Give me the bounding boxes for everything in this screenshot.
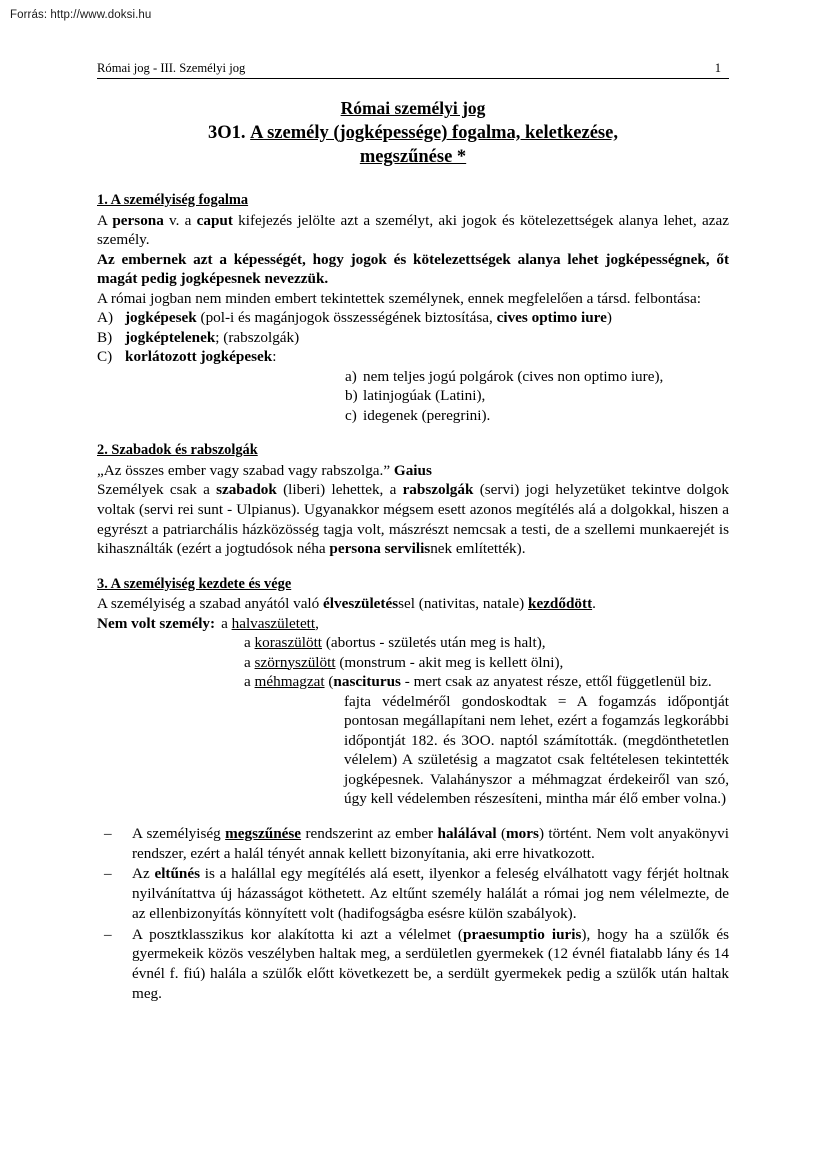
list-marker: B) — [97, 328, 113, 346]
section-1-paragraph-2 — [97, 250, 729, 289]
nasciturus-rest: - mert csak az anyatest része, ettől függetlenül biz. — [400, 673, 712, 691]
list-item-text — [125, 347, 729, 367]
item-underlined: halvaszületett — [231, 614, 316, 632]
section-2-heading: 2. Szabadok és rabszolgák — [97, 442, 258, 459]
term-nasciturus: nasciturus — [333, 673, 401, 691]
list-item-bold: jogképtelenek — [125, 328, 216, 346]
item-rest: (abortus - születés után meg is halt), — [322, 634, 546, 652]
subtitle-number: 3O1. — [208, 123, 246, 144]
list-item-text — [125, 308, 729, 328]
document-title — [97, 97, 729, 120]
list-item — [97, 347, 729, 367]
list-item — [97, 672, 729, 692]
document-subtitle-line2 — [97, 145, 729, 169]
b1-a: A személyiség — [132, 824, 226, 842]
item-lead: a — [244, 653, 255, 671]
non-person-item-text — [244, 633, 729, 653]
term-praesumptio-iuris: praesumptio iuris — [463, 925, 582, 943]
list-item — [97, 614, 729, 634]
termination-bullets — [97, 824, 729, 1004]
sublist-text: idegenek (peregrini). — [363, 406, 491, 424]
subtitle-text-line2: megszűnése * — [359, 147, 467, 168]
non-person-list — [97, 614, 729, 809]
limited-capacity-sublist — [97, 367, 729, 426]
p1-text-b: v. a — [163, 211, 197, 229]
term-persona: persona — [112, 211, 164, 229]
list-item-rest: ; (rabszolgák) — [215, 328, 300, 346]
list-item-bold: korlátozott jogképesek — [125, 348, 273, 366]
item-lead: a — [244, 634, 255, 652]
item-underlined: méhmagzat — [254, 673, 325, 691]
b1-d: ) történt. Nem volt anyakönyvi rendszer, ezért a halál tényét annak kellett bizonyítania, aki erre hivatkozott. — [132, 824, 729, 862]
section-3-heading: 3. A személyiség kezdete és vége — [97, 575, 292, 592]
list-item-rest: (pol-i és magánjogok összességének biztosítása, — [196, 309, 497, 327]
term-mors: mors — [506, 824, 539, 842]
section-2-body — [97, 480, 729, 558]
list-item — [97, 308, 729, 328]
s2-text-1: Személyek csak a — [97, 481, 217, 499]
s2-text-3: (servi) jogi helyzetüket tekintve dolgok voltak (servi rei sunt - Ulpianus). Ugyanakkor mégsem esett azonos megítélés alá a dolgokkal, hiszen a egyrészt a patriarchális házközösség tagja volt, mászrészt nemcsak a testi, de a szellemi munkaerejét is kihasználták (ezért a jogtudósok néha — [97, 481, 729, 558]
p2-bold-text: Az embernek azt a képességét, hogy jogok és kötelezettségek alanya lehet jogképességnek, őt magát pedig jogképesnek nevezzük. — [97, 250, 729, 288]
list-marker: C) — [97, 348, 113, 366]
bullet-text — [132, 864, 729, 923]
document-subtitle-line1 — [97, 121, 729, 145]
sublist-text: latinjogúak (Latini), — [363, 387, 486, 405]
term-kezdodott: kezdődött — [528, 595, 593, 612]
term-halalaval: halálával — [437, 824, 497, 842]
b3-a: A posztklasszikus kor alakította ki azt a vélelmet ( — [132, 925, 463, 943]
dash-marker: – — [104, 824, 112, 842]
quote-text: „Az összes ember vagy szabad vagy rabszolga.” — [97, 461, 394, 479]
p1-text-a: A — [97, 211, 113, 229]
b1-c: ( — [496, 824, 507, 842]
non-person-item-text — [244, 653, 729, 673]
dash-marker: – — [104, 925, 112, 943]
section-1-paragraph-3: A római jogban nem minden embert tekintettek személynek, ennek megfelelően a társd. felbontása: — [97, 289, 701, 307]
s3-text-a: A személyiség a szabad anyától való — [97, 595, 324, 612]
non-person-label: Nem volt személy: — [97, 614, 216, 632]
nasciturus-explanation: fajta védelméről gondoskodtak = A fogamzás időpontját pontosan megállapítani nem lehet, ezért a fogamzás legkorábbi időpontját 182. és 3OO. naptól számították. (megdönthetetlen vélelem) A születésig a magzatot csak feltételesen tekintették jogképesnek. Valahányszor a méhmagzat érdekeiről van szó, úgy kell védelemben részesíteni, mintha már élő ember volna.) — [344, 692, 729, 808]
dash-marker: – — [104, 865, 112, 883]
bullet-text — [132, 925, 729, 1004]
section-1-paragraph-1 — [97, 211, 729, 250]
s3-text-b: sel (nativitas, natale) — [398, 595, 528, 612]
term-rabszolgak: rabszolgák — [402, 481, 474, 499]
section-2-quote — [97, 461, 729, 481]
list-item-bold: jogképesek — [125, 309, 197, 327]
sublist-text: nem teljes jogú polgárok (cives non optimo iure), — [363, 367, 664, 385]
spacer — [97, 425, 729, 441]
s3-text-c: . — [592, 595, 596, 612]
list-item — [97, 925, 729, 1004]
item-lead: a — [221, 614, 232, 632]
capacity-list — [97, 308, 729, 367]
list-item — [97, 824, 729, 864]
list-item-rest: : — [272, 348, 277, 366]
subtitle-text-line1: A személy (jogképessége) fogalma, keletkezése, — [250, 123, 618, 144]
item-rest: (monstrum - akit meg is kellett ölni), — [335, 653, 564, 671]
p1-text-c: kifejezés jelölte azt a személyt, aki jogok és kötelezettségek alanya lehet, azaz személy. — [97, 211, 729, 249]
non-person-item-text — [221, 614, 729, 634]
source-watermark: Forrás: http://www.doksi.hu — [10, 9, 152, 21]
item-rest: , — [315, 614, 319, 632]
section-3-paragraph-1 — [97, 594, 729, 614]
list-item — [97, 328, 729, 348]
spacer — [97, 559, 729, 575]
b2-b: is a halállal egy megítélés alá esett, ilyenkor a feleség elválhatott vagy férjét holtnak nyilvánítattva új házasságot köthetett. Az eltűnt személy halálát a római jog nem vélelmezte, de az ellenbizonyítás könnyített volt (hadifogságba esésre külön szabályok). — [132, 865, 729, 922]
list-item-text — [125, 328, 729, 348]
quote-author: Gaius — [393, 461, 432, 479]
b3-b: ), hogy ha a szülők és gyermekeik közös veszélyben haltak meg, a serdületlen gyermekek (12 évnél fiatalabb lány és 14 évnél f. fiú) halála a szülők előtt következett be, a serdült gyermekek pedig a szülők után haltak meg. — [132, 925, 730, 1002]
item-lead: a — [244, 673, 255, 691]
item-underlined: szörnyszülött — [254, 653, 336, 671]
section-1-heading: 1. A személyiség fogalma — [97, 192, 249, 209]
list-item — [97, 864, 729, 923]
running-header-title: Római jog - III. Személyi jog — [97, 61, 246, 75]
term-persona-servilis: persona servilis — [329, 540, 431, 558]
nasciturus-open: ( — [324, 673, 334, 691]
list-item — [97, 653, 729, 673]
list-item-bold-2: cives optimo iure — [496, 309, 607, 327]
list-marker: A) — [97, 309, 114, 327]
running-header — [97, 61, 729, 79]
b1-b: rendszerint az ember — [301, 824, 438, 842]
document-content — [97, 61, 729, 1005]
s2-text-4: nek említették). — [430, 540, 526, 558]
list-item — [345, 367, 729, 387]
document-title-text: Római személyi jog — [340, 98, 486, 118]
spacer — [97, 809, 729, 824]
term-elveszuletes: élveszületés — [323, 595, 399, 612]
page-number: 1 — [714, 61, 721, 75]
list-item — [97, 633, 729, 653]
nasciturus-item-text — [244, 672, 729, 692]
sublist-marker: c) — [345, 406, 357, 424]
sublist-marker: a) — [345, 367, 357, 385]
list-item — [345, 406, 729, 426]
s2-text-2: (liberi) lehettek, a — [276, 481, 403, 499]
sublist-marker: b) — [345, 387, 358, 405]
term-megszunese: megszűnése — [225, 824, 302, 842]
term-caput: caput — [196, 211, 233, 229]
term-szabadok: szabadok — [216, 481, 277, 499]
bullet-text — [132, 824, 729, 864]
item-underlined: koraszülött — [254, 634, 323, 652]
list-item-rest-2: ) — [606, 309, 612, 327]
list-item — [345, 386, 729, 406]
b2-a: Az — [132, 865, 155, 883]
term-eltunes: eltűnés — [154, 865, 201, 883]
